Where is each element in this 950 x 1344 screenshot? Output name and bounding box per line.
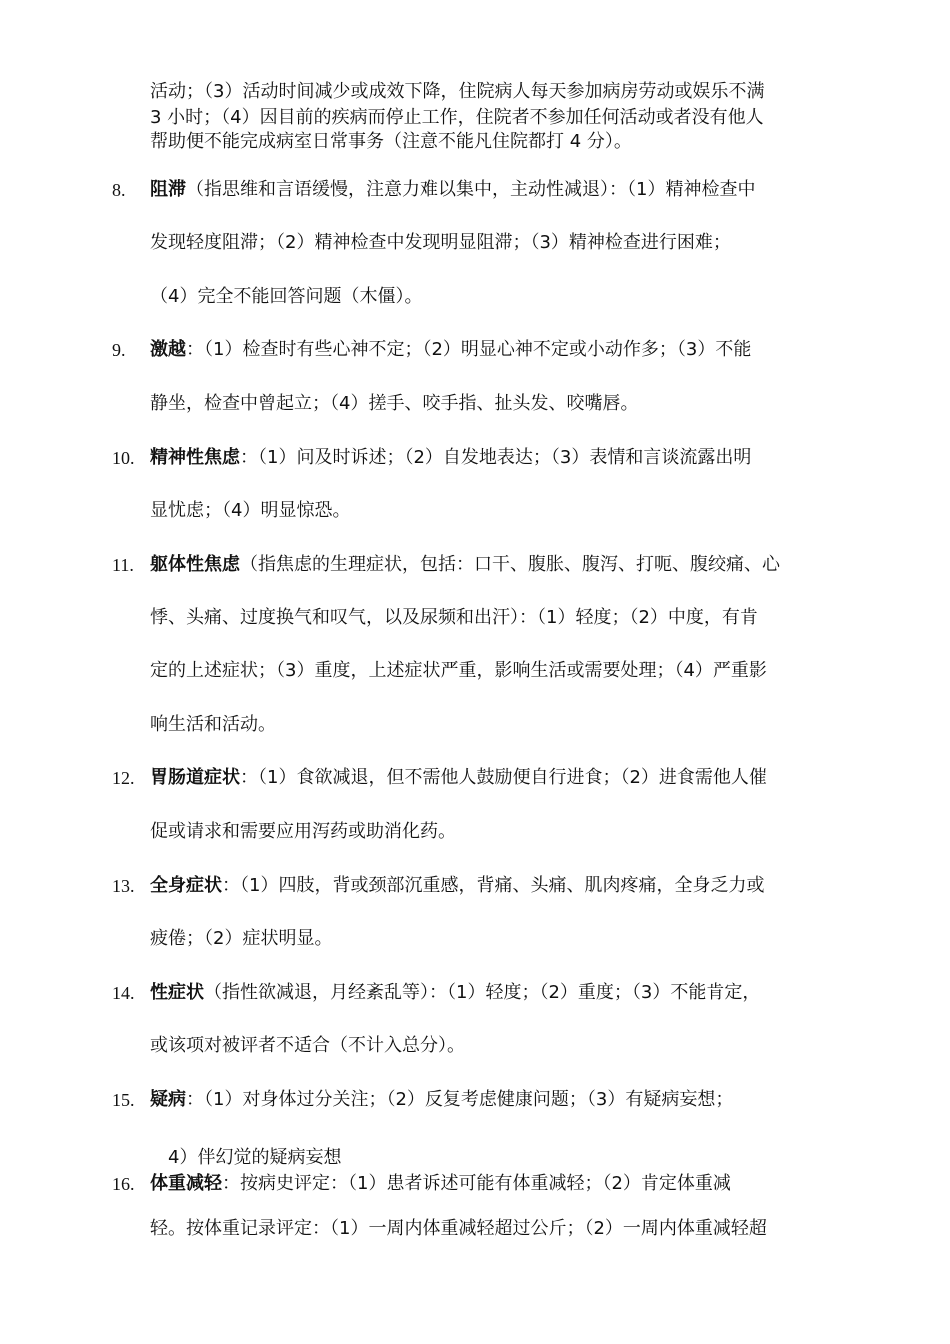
item-title: 疑病	[150, 1089, 186, 1110]
item-text: （指思维和言语缓慢，注意力难以集中，主动性减退）：（1）精神检查中	[186, 179, 756, 200]
item-line: 悸、头痛、过度换气和叹气，以及尿频和出汗）：（1）轻度；（2）中度，有肯	[150, 607, 758, 628]
item-line: 或该项对被评者不适合（不计入总分）。	[150, 1035, 465, 1056]
item-line: 响生活和活动。	[150, 714, 276, 735]
item-line: （4）完全不能回答问题（木僵）。	[150, 286, 423, 307]
item-line: 定的上述症状；（3）重度，上述症状严重，影响生活或需要处理；（4）严重影	[150, 660, 767, 681]
item-first-line	[150, 1172, 731, 1196]
item-first-line	[150, 338, 751, 362]
item-line: 4）伴幻觉的疑病妄想	[168, 1147, 342, 1168]
item-number: 14.	[112, 983, 135, 1003]
item-line: 发现轻度阻滞；（2）精神检查中发现明显阻滞；（3）精神检查进行困难；	[150, 232, 731, 253]
item-first-line	[150, 553, 780, 577]
item-number: 9.	[112, 340, 126, 360]
item-text: ：（1）检查时有些心神不定；（2）明显心神不定或小动作多；（3）不能	[186, 339, 752, 360]
item-number: 10.	[112, 448, 135, 468]
item-number: 11.	[112, 555, 134, 575]
item-first-line	[150, 446, 751, 470]
item-first-line	[150, 981, 760, 1005]
item-number: 8.	[112, 180, 126, 200]
item-first-line	[150, 766, 767, 790]
item-number: 12.	[112, 768, 135, 788]
item-title: 阻滞	[150, 179, 186, 200]
item-title: 全身症状	[150, 875, 222, 896]
item-text: （指焦虑的生理症状，包括：口干、腹胀、腹泻、打呃、腹绞痛、心	[240, 554, 780, 575]
intro-line: 活动；（3）活动时间减少或成效下降，住院病人每天参加病房劳动或娱乐不满	[150, 81, 765, 102]
item-first-line	[150, 1088, 733, 1112]
item-number: 13.	[112, 876, 135, 896]
item-first-line	[150, 874, 764, 898]
item-line: 疲倦；（2）症状明显。	[150, 928, 333, 949]
item-line: 促或请求和需要应用泻药或助消化药。	[150, 821, 456, 842]
item-title: 精神性焦虑	[150, 447, 240, 468]
item-text: ：按病史评定：（1）患者诉述可能有体重减轻；（2）肯定体重减	[222, 1173, 731, 1194]
item-text: （指性欲减退，月经紊乱等）：（1）轻度；（2）重度；（3）不能肯定，	[204, 982, 761, 1003]
intro-line: 3 小时；（4）因目前的疾病而停止工作，住院者不参加任何活动或者没有他人	[150, 107, 764, 128]
item-line: 轻。按体重记录评定：（1）一周内体重减轻超过公斤；（2）一周内体重减轻超	[150, 1218, 767, 1239]
item-title: 激越	[150, 339, 186, 360]
item-title: 性症状	[150, 982, 204, 1003]
item-line: 静坐，检查中曾起立；（4）搓手、咬手指、扯头发、咬嘴唇。	[150, 393, 639, 414]
item-text: ：（1）四肢，背或颈部沉重感，背痛、头痛、肌肉疼痛，全身乏力或	[222, 875, 765, 896]
item-title: 体重减轻	[150, 1173, 222, 1194]
item-number: 16.	[112, 1174, 135, 1194]
item-text: ：（1）对身体过分关注；（2）反复考虑健康问题；（3）有疑病妄想；	[186, 1089, 734, 1110]
item-text: ：（1）食欲减退，但不需他人鼓励便自行进食；（2）进食需他人催	[240, 767, 767, 788]
item-first-line	[150, 178, 755, 202]
item-number: 15.	[112, 1090, 135, 1110]
intro-line: 帮助便不能完成病室日常事务（注意不能凡住院都打 4 分）。	[150, 131, 632, 152]
item-line: 显忧虑；（4）明显惊恐。	[150, 500, 351, 521]
item-title: 胃肠道症状	[150, 767, 240, 788]
item-title: 躯体性焦虑	[150, 554, 240, 575]
item-text: ：（1）问及时诉述；（2）自发地表达；（3）表情和言谈流露出明	[240, 447, 752, 468]
